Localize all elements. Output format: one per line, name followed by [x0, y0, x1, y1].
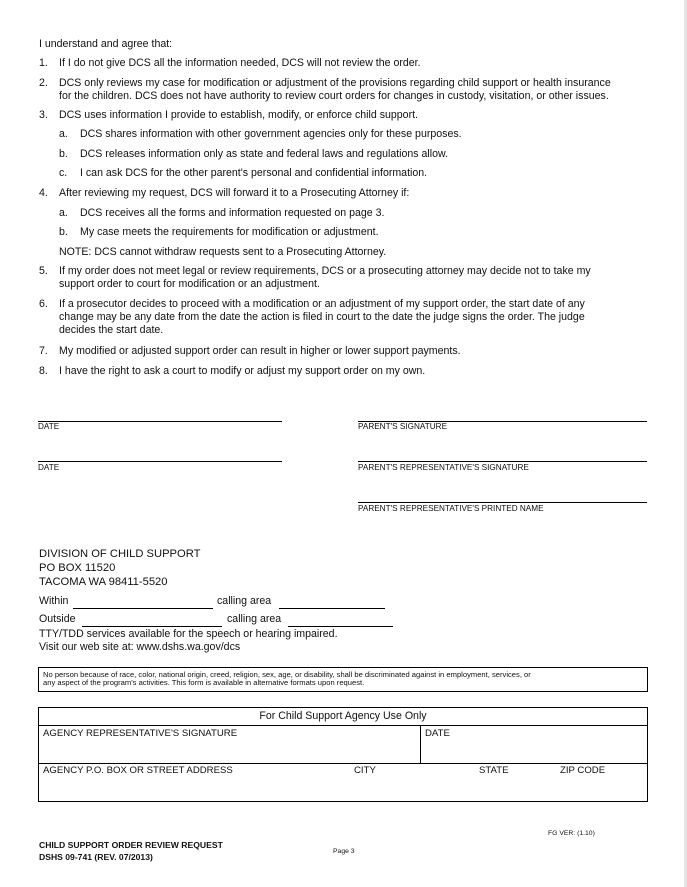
form-number: DSHS 09-741 (REV. 07/2013) [39, 852, 153, 862]
tty-text: TTY/TDD services available for the speech or hearing impaired. [39, 628, 338, 640]
item-text: DCS uses information I provide to establish, modify, or enforce child support. [59, 109, 418, 121]
rep-printed-name-line[interactable] [358, 502, 647, 503]
outside-calling-area-line [288, 626, 393, 627]
item-number: 1. [39, 57, 48, 69]
outside-label: Outside [39, 613, 76, 625]
within-calling-area-line [279, 608, 385, 609]
agency-box-title: For Child Support Agency Use Only [39, 708, 647, 726]
form-title: CHILD SUPPORT ORDER REVIEW REQUEST [39, 840, 223, 850]
item-text: If I do not give DCS all the information needed, DCS will not review the order. [59, 57, 421, 69]
item-number: 4. [39, 187, 48, 199]
date-label: DATE [38, 463, 60, 472]
within-label: Within [39, 595, 69, 607]
sub-letter: a. [59, 207, 68, 219]
item-number: 3. [39, 109, 48, 121]
item-number: 5. [39, 265, 48, 277]
sub-letter: a. [59, 128, 68, 140]
date-line[interactable] [38, 461, 282, 462]
item-text: I have the right to ask a court to modify or adjust my support order on my own. [59, 365, 426, 377]
agency-date-label: DATE [425, 728, 450, 739]
item-number: 2. [39, 77, 48, 89]
website-text: Visit our web site at: www.dshs.wa.gov/dcs [39, 641, 241, 653]
sub-item-text: My case meets the requirements for modification or adjustment. [80, 226, 379, 238]
outside-phone-line [82, 626, 222, 627]
item-text-continued: support order to court for modification or an adjustment. [59, 278, 320, 290]
rep-signature-label: PARENT'S REPRESENTATIVE'S SIGNATURE [358, 463, 529, 472]
item-text-continued: decides the start date. [59, 324, 164, 336]
intro-text: I understand and agree that: [39, 38, 173, 50]
item-text: My modified or adjusted support order can result in higher or lower support payments. [59, 345, 461, 357]
agency-address-label: AGENCY P.O. BOX OR STREET ADDRESS [43, 765, 233, 776]
sub-letter: c. [59, 167, 68, 179]
calling-area-label: calling area [217, 595, 272, 607]
note-text: NOTE: DCS cannot withdraw requests sent to a Prosecuting Attorney. [59, 246, 387, 258]
rep-printed-name-label: PARENT'S REPRESENTATIVE'S PRINTED NAME [358, 504, 544, 513]
item-text-continued: change may be any date from the date the action is filed in court to the date the judge signs the order. The judge [59, 311, 585, 323]
sub-letter: b. [59, 148, 68, 160]
date-label: DATE [38, 422, 60, 431]
agency-box-divider [420, 726, 421, 763]
page-number: Page 3 [333, 848, 355, 855]
item-number: 6. [39, 298, 48, 310]
item-number: 8. [39, 365, 48, 377]
within-phone-line [73, 608, 213, 609]
parent-signature-label: PARENT'S SIGNATURE [358, 422, 448, 431]
form-version: FG VER: (1.10) [548, 830, 595, 837]
agency-use-box [38, 707, 648, 802]
calling-area-label: calling area [227, 613, 282, 625]
item-text: DCS only reviews my case for modification or adjustment of the provisions regarding child support or health insurance [59, 77, 611, 89]
sub-item-text: I can ask DCS for the other parent's personal and confidential information. [80, 167, 428, 179]
po-box: PO BOX 11520 [39, 562, 116, 574]
sub-item-text: DCS receives all the forms and information requested on page 3. [80, 207, 385, 219]
agency-rep-signature-label: AGENCY REPRESENTATIVE'S SIGNATURE [43, 728, 238, 739]
nondiscrimination-line: No person because of race, color, national origin, creed, religion, sex, age, or disability, shall be discriminated against in employment, services, or [43, 670, 531, 679]
agency-city-label: CITY [354, 765, 376, 776]
item-text: If a prosecutor decides to proceed with a modification or an adjustment of my support order, the start date of any [59, 298, 585, 310]
item-text: After reviewing my request, DCS will forward it to a Prosecuting Attorney if: [59, 187, 410, 199]
nondiscrimination-box [38, 667, 648, 692]
agency-zip-label: ZIP CODE [560, 765, 606, 776]
rep-signature-line[interactable] [358, 461, 647, 462]
agency-state-label: STATE [479, 765, 509, 776]
sub-item-text: DCS shares information with other government agencies only for these purposes. [80, 128, 462, 140]
item-text-continued: for the children. DCS does not have authority to review court orders for changes in custody, visitation, or other issues. [59, 90, 609, 102]
date-line[interactable] [38, 421, 282, 422]
city-state-zip: TACOMA WA 98411-5520 [39, 576, 168, 588]
sub-item-text: DCS releases information only as state and federal laws and regulations allow. [80, 148, 449, 160]
nondiscrimination-line: any aspect of the program's activities. This form is available in alternative formats upon request. [43, 678, 365, 687]
item-number: 7. [39, 345, 48, 357]
item-text: If my order does not meet legal or review requirements, DCS or a prosecuting attorney may decide not to take my [59, 265, 591, 277]
agency-name: DIVISION OF CHILD SUPPORT [39, 548, 201, 560]
sub-letter: b. [59, 226, 68, 238]
